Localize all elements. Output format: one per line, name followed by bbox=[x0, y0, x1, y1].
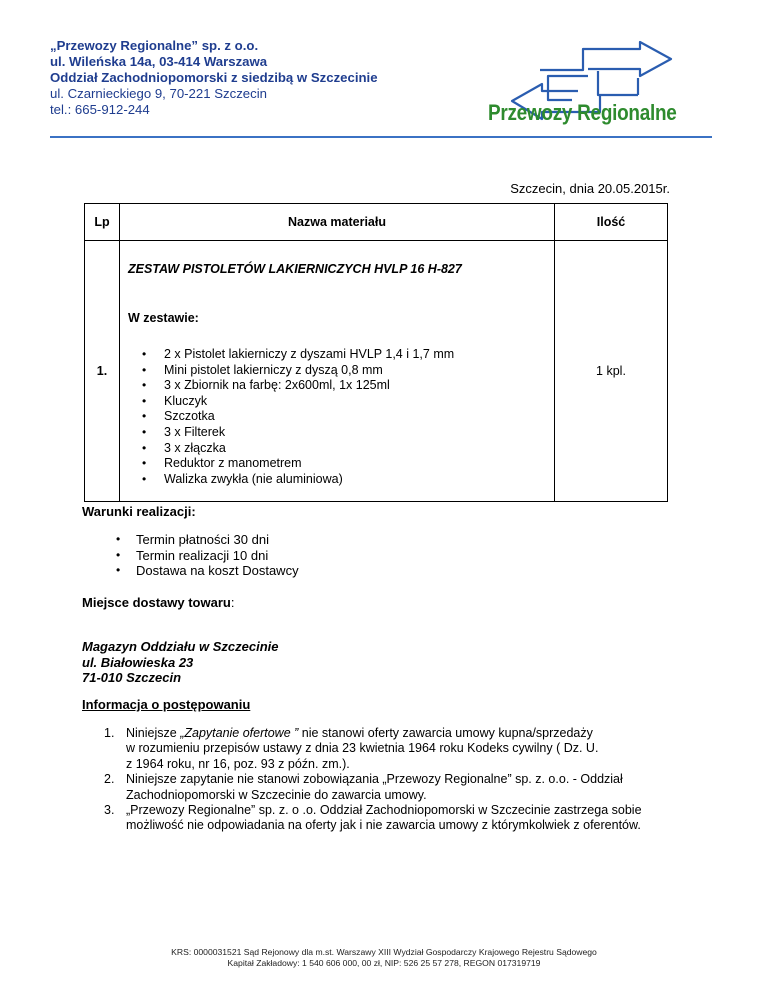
delivery-address-line2: ul. Białowieska 23 bbox=[82, 654, 194, 670]
delivery-title-line bbox=[82, 595, 279, 610]
list-item: • 2 x Pistolet lakierniczy z dyszami HVLP 1,4 i 1,7 mm bbox=[120, 347, 554, 363]
info-item-3-line2: możliwość nie odpowiadania na oferty jak i nie zawarcia umowy z którymkolwiek z oferentów. bbox=[126, 818, 641, 833]
info-item-1-line2: w rozumieniu przepisów ustawy z dnia 23 kwietnia 1964 roku Kodeks cywilny ( Dz. U. bbox=[126, 741, 599, 756]
info-item-1-rest: nie stanowi oferty zawarcia umowy kupna/sprzedaży bbox=[298, 726, 593, 740]
branch-name: Oddział Zachodniopomorski z siedzibą w Szczecinie bbox=[50, 70, 378, 85]
footer-line1: KRS: 0000031521 Sąd Rejonowy dla m.st. Warszawy XIII Wydział Gospodarczy Krajowego Rejestru Sądowego bbox=[171, 947, 597, 957]
list-item: • Walizka zwykła (nie aluminiowa) bbox=[120, 472, 554, 488]
header-qty: Ilość bbox=[555, 204, 668, 241]
set-items-list bbox=[120, 347, 554, 487]
row-description bbox=[120, 241, 555, 502]
delivery-address-line1: Magazyn Oddziału w Szczecinie bbox=[82, 639, 279, 654]
info-item-1-line3: z 1964 roku, nr 16, poz. 93 z późn. zm.). bbox=[126, 756, 350, 771]
delivery-address bbox=[82, 639, 279, 686]
info-title: Informacja o postępowaniu bbox=[82, 697, 251, 712]
list-item: • 3 x złączka bbox=[120, 441, 554, 457]
footer bbox=[0, 947, 768, 969]
delivery-address-line3: 71-010 Szczecin bbox=[82, 670, 182, 686]
materials-table bbox=[84, 203, 668, 502]
table-header-row bbox=[85, 204, 668, 241]
header-name: Nazwa materiału bbox=[120, 204, 555, 241]
footer-line2: Kapitał Zakładowy: 1 540 606 000, 00 zł, NIP: 526 25 57 278, REGON 017319719 bbox=[227, 958, 541, 968]
list-item: • Szczotka bbox=[120, 409, 554, 425]
info-item-3-line1: „Przewozy Regionalne” sp. z. o .o. Oddział Zachodniopomorski w Szczecinie zastrzega sobie bbox=[126, 803, 642, 818]
list-item: • Termin płatności 30 dni bbox=[82, 532, 299, 548]
header-lp: Lp bbox=[85, 204, 120, 241]
info-item-1-italic: „Zapytanie ofertowe ” bbox=[180, 726, 299, 740]
delivery-section bbox=[82, 595, 279, 686]
table-row bbox=[85, 241, 668, 502]
document-date: Szczecin, dnia 20.05.2015r. bbox=[510, 181, 670, 196]
company-name: „Przewozy Regionalne” sp. z o.o. bbox=[50, 38, 259, 53]
row-lp: 1. bbox=[85, 241, 120, 502]
list-item: • Reduktor z manometrem bbox=[120, 456, 554, 472]
logo-text: Przewozy Regionalne bbox=[488, 100, 677, 125]
company-address: ul. Wileńska 14a, 03-414 Warszawa bbox=[50, 54, 268, 69]
info-list bbox=[82, 726, 711, 834]
conditions-title: Warunki realizacji: bbox=[82, 504, 196, 519]
info-section bbox=[82, 697, 711, 834]
info-item-3: 3. „Przewozy Regionalne” sp. z. o .o. Oddział Zachodniopomorski w Szczecinie zastrzega sobie możliwość nie odpowiadania na oferty jak i nie zawarcia umowy z którymkolwiek z oferentów. bbox=[82, 803, 711, 834]
company-header bbox=[50, 38, 378, 118]
info-item-1-pre: Niniejsze bbox=[126, 726, 181, 740]
info-item-2-line1: Niniejsze zapytanie nie stanowi zobowiązania „Przewozy Regionalne” sp. z. o.o. - Oddział bbox=[126, 772, 623, 787]
branch-phone: tel.: 665-912-244 bbox=[50, 102, 150, 117]
list-item: • Termin realizacji 10 dni bbox=[82, 548, 299, 564]
delivery-title-colon: : bbox=[230, 595, 235, 610]
conditions-list bbox=[82, 532, 299, 579]
branch-address: ul. Czarnieckiego 9, 70-221 Szczecin bbox=[50, 86, 267, 101]
list-item: • Dostawa na koszt Dostawcy bbox=[82, 563, 299, 579]
set-title: ZESTAW PISTOLETÓW LAKIERNICZYCH HVLP 16 H-827 bbox=[128, 262, 462, 276]
info-item-2-line2: Zachodniopomorski w Szczecinie do zawarcia umowy. bbox=[126, 787, 427, 802]
header-divider bbox=[50, 136, 712, 138]
conditions-section bbox=[82, 504, 299, 579]
list-item: • 3 x Zbiornik na farbę: 2x600ml, 1x 125ml bbox=[120, 378, 554, 394]
list-item: • 3 x Filterek bbox=[120, 425, 554, 441]
list-item: • Mini pistolet lakierniczy z dyszą 0,8 mm bbox=[120, 363, 554, 379]
set-subtitle: W zestawie: bbox=[128, 311, 199, 325]
delivery-title: Miejsce dostawy towaru bbox=[82, 595, 231, 610]
list-item: • Kluczyk bbox=[120, 394, 554, 410]
row-qty: 1 kpl. bbox=[555, 241, 668, 502]
info-item-1: 1. Niniejsze „Zapytanie ofertowe ” nie stanowi oferty zawarcia umowy kupna/sprzedaży w rozumieniu przepisów ustawy z dnia 23 kwietnia 1964 roku Kodeks cywilny ( Dz. U. z 1964 roku, nr 16, poz. 93 z późn. zm.). bbox=[82, 726, 711, 772]
info-item-2: 2. Niniejsze zapytanie nie stanowi zobowiązania „Przewozy Regionalne” sp. z. o.o. - Oddział Zachodniopomorski w Szczecinie do zawarcia umowy. bbox=[82, 772, 711, 803]
